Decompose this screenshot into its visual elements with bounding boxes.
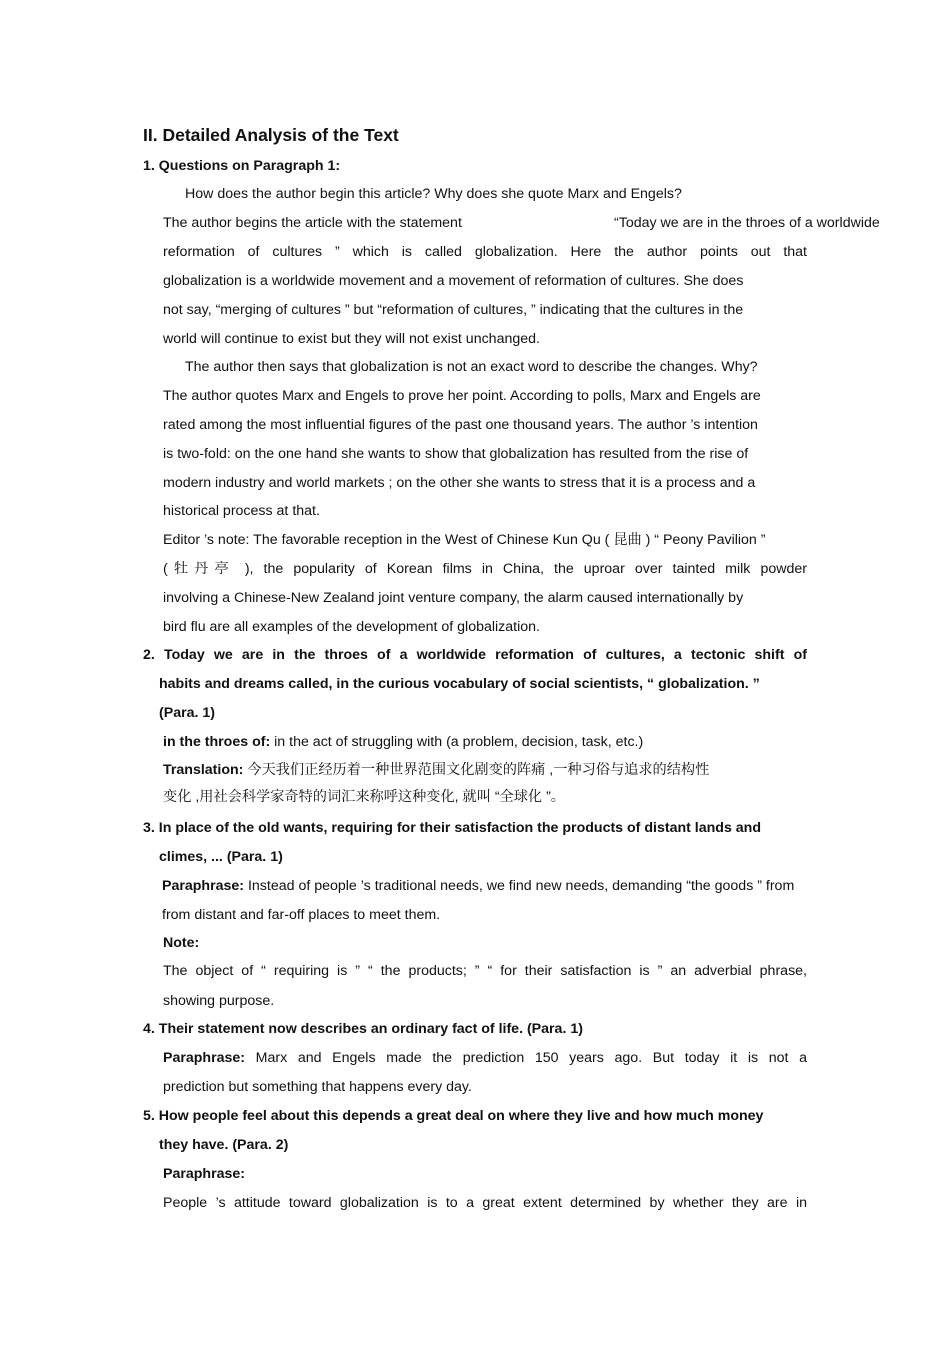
term-label: in the throes of: [163, 734, 271, 750]
paraphrase-line [163, 1049, 807, 1067]
item-3-heading-line: 3. In place of the old wants, requiring for their satisfaction the products of distant lands and [143, 820, 762, 836]
answer-1-line: not say, “merging of cultures ” but “reformation of cultures, ” indicating that the cultures in the [163, 302, 744, 318]
answer-2-line: The author quotes Marx and Engels to prove her point. According to polls, Marx and Engels are [163, 388, 761, 404]
editor-note-line: (牡丹亭 ), the popularity of Korean films in China, the uproar over tainted milk powder [163, 561, 807, 577]
item-5-heading-line: 5. How people feel about this depends a great deal on where they live and how much money [143, 1108, 764, 1124]
item-2-heading-line: habits and dreams called, in the curious vocabulary of social scientists, “ globalization. ” [159, 676, 760, 692]
note-line: The object of “ requiring is ” “ the products; ” “ for their satisfaction is ” an adverbial phrase, [163, 963, 807, 979]
item-5-heading-line: they have. (Para. 2) [159, 1137, 289, 1153]
answer-2-line: is two-fold: on the one hand she wants to show that globalization has resulted from the rise of [163, 446, 749, 462]
paraphrase-text: Instead of people ’s traditional needs, we find new needs, demanding “the goods ” from [247, 878, 795, 894]
translation-line: 变化 ,用社会科学家奇特的词汇来称呼这种变化, 就叫 “全球化 ”。 [163, 789, 565, 805]
item-3-heading-line: climes, ... (Para. 1) [159, 849, 283, 865]
item-2-heading-line: (Para. 1) [159, 705, 215, 721]
paraphrase-label: Paraphrase: [162, 878, 245, 894]
item-1-heading: 1. Questions on Paragraph 1: [143, 158, 341, 174]
paraphrase-text: Marx and Engels made the prediction 150 years ago. But today it is not a [255, 1050, 807, 1066]
editor-note-line: bird flu are all examples of the development of globalization. [163, 619, 540, 635]
paraphrase-line: from distant and far-off places to meet them. [162, 907, 441, 923]
editor-note-line: Editor ’s note: The favorable reception in the West of Chinese Kun Qu ( 昆曲 ) “ Peony Pavilion ” [163, 532, 766, 548]
term-definition [163, 733, 643, 751]
paraphrase-line: prediction but something that happens every day. [163, 1079, 472, 1095]
answer-1-line: globalization is a worldwide movement and a movement of reformation of cultures. She does [163, 273, 744, 289]
note-line: showing purpose. [163, 993, 275, 1009]
paraphrase-line [162, 877, 794, 895]
answer-2-line: modern industry and world markets ; on the other she wants to stress that it is a process and a [163, 475, 756, 491]
answer-1-line: world will continue to exist but they will not exist unchanged. [163, 331, 540, 347]
item-4-heading: 4. Their statement now describes an ordinary fact of life. (Para. 1) [143, 1021, 583, 1037]
item-2-heading-line: 2. Today we are in the throes of a worldwide reformation of cultures, a tectonic shift of [143, 647, 807, 663]
section-title: II. Detailed Analysis of the Text [143, 125, 399, 145]
note-label: Note: [163, 935, 200, 951]
answer-2-line: historical process at that. [163, 503, 320, 519]
translation-label: Translation: [163, 762, 244, 778]
term-text: in the act of struggling with (a problem, decision, task, etc.) [274, 734, 644, 750]
answer-1-line: reformation of cultures ” which is called globalization. Here the author points out that [163, 244, 807, 260]
paraphrase-label: Paraphrase: [163, 1166, 246, 1182]
translation-text: 今天我们正经历着一种世界范围文化剧变的阵痛 ,一种习俗与追求的结构性 [247, 762, 710, 778]
answer-1-line: “Today we are in the throes of a worldwide [614, 215, 880, 231]
paraphrase-label: Paraphrase: [163, 1050, 246, 1066]
answer-2-line: rated among the most influential figures of the past one thousand years. The author ’s intention [163, 417, 758, 433]
editor-note-line: involving a Chinese-New Zealand joint venture company, the alarm caused internationally by [163, 590, 744, 606]
paraphrase-line: People ’s attitude toward globalization is to a great extent determined by whether they are in [163, 1195, 807, 1211]
item-1-question-2: The author then says that globalization is not an exact word to describe the changes. Why? [185, 359, 758, 375]
item-1-question-1: How does the author begin this article? Why does she quote Marx and Engels? [185, 186, 682, 202]
translation-line [163, 761, 709, 779]
answer-1-line: The author begins the article with the statement [163, 215, 462, 231]
